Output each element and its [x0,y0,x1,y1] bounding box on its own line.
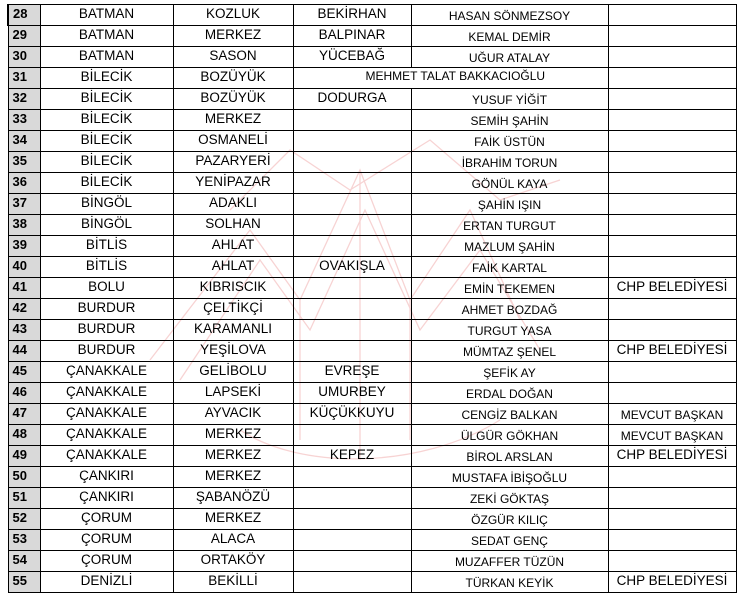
city-cell: BİTLİS [40,236,173,257]
district-cell: BOZÜYÜK [173,89,293,110]
name-cell: YUSUF YİĞİT [411,89,608,110]
row-number-cell: 38 [8,215,40,236]
row-number-cell: 36 [8,173,40,194]
row-number-cell: 33 [8,110,40,131]
note-cell [608,383,736,404]
row-number-cell: 46 [8,383,40,404]
city-cell: BİLECİK [40,110,173,131]
note-cell: CHP BELEDİYESİ [608,278,736,299]
district-cell: MERKEZ [173,110,293,131]
district-cell: GELİBOLU [173,362,293,383]
note-cell [608,257,736,278]
name-cell: TURGUT YASA [411,320,608,341]
city-cell: BİLECİK [40,89,173,110]
city-cell: ÇANAKKALE [40,362,173,383]
row-number-cell: 31 [8,68,40,89]
town-cell: BEKİRHAN [293,5,411,26]
town-cell [293,131,411,152]
row-number-cell: 49 [8,446,40,467]
district-cell: ŞABANÖZÜ [173,488,293,509]
table-row [8,152,736,173]
row-number-cell: 34 [8,131,40,152]
table-row [8,530,736,551]
town-cell: BALPINAR [293,26,411,47]
table-row [8,68,736,89]
district-cell: PAZARYERİ [173,152,293,173]
district-cell: MERKEZ [173,446,293,467]
name-cell: MUSTAFA İBİŞOĞLU [411,467,608,488]
table-row [8,89,736,110]
town-cell: EVREŞE [293,362,411,383]
note-cell [608,26,736,47]
city-cell: ÇANAKKALE [40,383,173,404]
row-number-cell: 41 [8,278,40,299]
row-number-cell: 39 [8,236,40,257]
note-cell [608,530,736,551]
note-cell [608,173,736,194]
row-number-cell: 42 [8,299,40,320]
name-cell: ŞEFİK AY [411,362,608,383]
city-cell: ÇANKIRI [40,488,173,509]
name-cell: ERDAL DOĞAN [411,383,608,404]
town-cell: UMURBEY [293,383,411,404]
candidate-table [7,4,737,593]
town-cell [293,152,411,173]
city-cell: BİLECİK [40,131,173,152]
row-number-cell: 37 [8,194,40,215]
note-cell [608,215,736,236]
city-cell: ÇANAKKALE [40,404,173,425]
table-row [8,257,736,278]
town-cell [293,194,411,215]
name-cell: SEDAT GENÇ [411,530,608,551]
town-cell [293,299,411,320]
table-row [8,572,736,593]
name-cell: AHMET BOZDAĞ [411,299,608,320]
town-cell [293,278,411,299]
name-cell: ÖZGÜR KILIÇ [411,509,608,530]
city-cell: ÇORUM [40,509,173,530]
note-cell [608,110,736,131]
row-number-cell: 52 [8,509,40,530]
city-cell: ÇANKIRI [40,467,173,488]
city-cell: BURDUR [40,341,173,362]
name-cell: FAİK ÜSTÜN [411,131,608,152]
city-cell: BOLU [40,278,173,299]
table-row [8,341,736,362]
row-number-cell: 51 [8,488,40,509]
note-cell: MEVCUT BAŞKAN [608,404,736,425]
city-cell: BATMAN [40,5,173,26]
table-row [8,5,736,26]
name-cell: GÖNÜL KAYA [411,173,608,194]
table-row [8,131,736,152]
note-cell [608,47,736,68]
town-cell [293,467,411,488]
city-cell: DENİZLİ [40,572,173,593]
row-number-cell: 30 [8,47,40,68]
district-cell: KARAMANLI [173,320,293,341]
district-cell: BOZÜYÜK [173,68,293,89]
table-row [8,299,736,320]
note-cell [608,362,736,383]
note-cell: CHP BELEDİYESİ [608,572,736,593]
city-cell: BİLECİK [40,173,173,194]
city-cell: BİLECİK [40,152,173,173]
district-cell: MERKEZ [173,425,293,446]
name-cell: MAZLUM ŞAHİN [411,236,608,257]
note-cell: CHP BELEDİYESİ [608,446,736,467]
town-cell [293,173,411,194]
row-number-cell: 40 [8,257,40,278]
town-cell [293,530,411,551]
town-cell: OVAKIŞLA [293,257,411,278]
note-cell [608,299,736,320]
district-cell: KIBRISCIK [173,278,293,299]
note-cell [608,488,736,509]
note-cell [608,68,736,89]
town-cell [293,509,411,530]
table-row [8,26,736,47]
row-number-cell: 45 [8,362,40,383]
name-cell: MUZAFFER TÜZÜN [411,551,608,572]
district-cell: YEŞİLOVA [173,341,293,362]
district-cell: MERKEZ [173,509,293,530]
table-row [8,383,736,404]
town-cell: DODURGA [293,89,411,110]
name-cell: ZEKİ GÖKTAŞ [411,488,608,509]
district-cell: AHLAT [173,257,293,278]
town-cell [293,488,411,509]
district-cell: MERKEZ [173,467,293,488]
note-cell [608,89,736,110]
row-number-cell: 47 [8,404,40,425]
table-row [8,110,736,131]
district-cell: AHLAT [173,236,293,257]
name-cell: UĞUR ATALAY [411,47,608,68]
name-cell: ŞAHİN IŞIN [411,194,608,215]
name-cell: ÜLGÜR GÖKHAN [411,425,608,446]
city-cell: ÇANAKKALE [40,446,173,467]
note-cell [608,131,736,152]
town-cell [293,110,411,131]
table-row [8,467,736,488]
row-number-cell: 35 [8,152,40,173]
table-row [8,215,736,236]
district-cell: KOZLUK [173,5,293,26]
name-cell: HASAN SÖNMEZSOY [411,5,608,26]
note-cell [608,5,736,26]
name-cell: ERTAN TURGUT [411,215,608,236]
name-cell: SEMİH ŞAHİN [411,110,608,131]
district-cell: YENİPAZAR [173,173,293,194]
table-row [8,278,736,299]
district-cell: SASON [173,47,293,68]
row-number-cell: 32 [8,89,40,110]
row-number-cell: 54 [8,551,40,572]
row-number-cell: 44 [8,341,40,362]
town-cell [293,341,411,362]
note-cell [608,236,736,257]
district-cell: BEKİLLİ [173,572,293,593]
table-row [8,404,736,425]
table-row [8,320,736,341]
name-cell: FAİK KARTAL [411,257,608,278]
name-cell: CENGİZ BALKAN [411,404,608,425]
row-number-cell: 28 [8,5,40,26]
name-cell: KEMAL DEMİR [411,26,608,47]
row-number-cell: 53 [8,530,40,551]
town-cell [293,572,411,593]
note-cell: CHP BELEDİYESİ [608,341,736,362]
town-cell: KÜÇÜKKUYU [293,404,411,425]
note-cell [608,467,736,488]
city-cell: ÇORUM [40,530,173,551]
row-number-cell: 50 [8,467,40,488]
row-number-cell: 48 [8,425,40,446]
town-cell [293,236,411,257]
note-cell [608,152,736,173]
note-cell [608,194,736,215]
table-row [8,551,736,572]
table-row [8,194,736,215]
row-number-cell: 43 [8,320,40,341]
table-row [8,509,736,530]
name-cell: MEHMET TALAT BAKKACIOĞLU [293,68,608,89]
name-cell: MÜMTAZ ŞENEL [411,341,608,362]
table-row [8,173,736,194]
table-row [8,362,736,383]
town-cell [293,551,411,572]
district-cell: ORTAKÖY [173,551,293,572]
table-row [8,236,736,257]
city-cell: BİNGÖL [40,215,173,236]
name-cell: EMİN TEKEMEN [411,278,608,299]
note-cell: MEVCUT BAŞKAN [608,425,736,446]
district-cell: OSMANELİ [173,131,293,152]
note-cell [608,509,736,530]
city-cell: BURDUR [40,299,173,320]
row-number-cell: 55 [8,572,40,593]
city-cell: BATMAN [40,47,173,68]
table-row [8,47,736,68]
city-cell: BURDUR [40,320,173,341]
district-cell: ÇELTİKÇİ [173,299,293,320]
row-number-cell: 29 [8,26,40,47]
city-cell: BİNGÖL [40,194,173,215]
city-cell: BİLECİK [40,68,173,89]
town-cell [293,425,411,446]
district-cell: AYVACIK [173,404,293,425]
district-cell: SOLHAN [173,215,293,236]
table-row [8,425,736,446]
district-cell: MERKEZ [173,26,293,47]
district-cell: ALACA [173,530,293,551]
note-cell [608,551,736,572]
city-cell: ÇANAKKALE [40,425,173,446]
table-row [8,446,736,467]
table-row [8,488,736,509]
name-cell: TÜRKAN KEYİK [411,572,608,593]
town-cell [293,215,411,236]
district-cell: ADAKLI [173,194,293,215]
city-cell: ÇORUM [40,551,173,572]
name-cell: İBRAHİM TORUN [411,152,608,173]
city-cell: BATMAN [40,26,173,47]
city-cell: BİTLİS [40,257,173,278]
town-cell: KEPEZ [293,446,411,467]
name-cell: BİROL ARSLAN [411,446,608,467]
town-cell [293,320,411,341]
district-cell: LAPSEKİ [173,383,293,404]
town-cell: YÜCEBAĞ [293,47,411,68]
note-cell [608,320,736,341]
